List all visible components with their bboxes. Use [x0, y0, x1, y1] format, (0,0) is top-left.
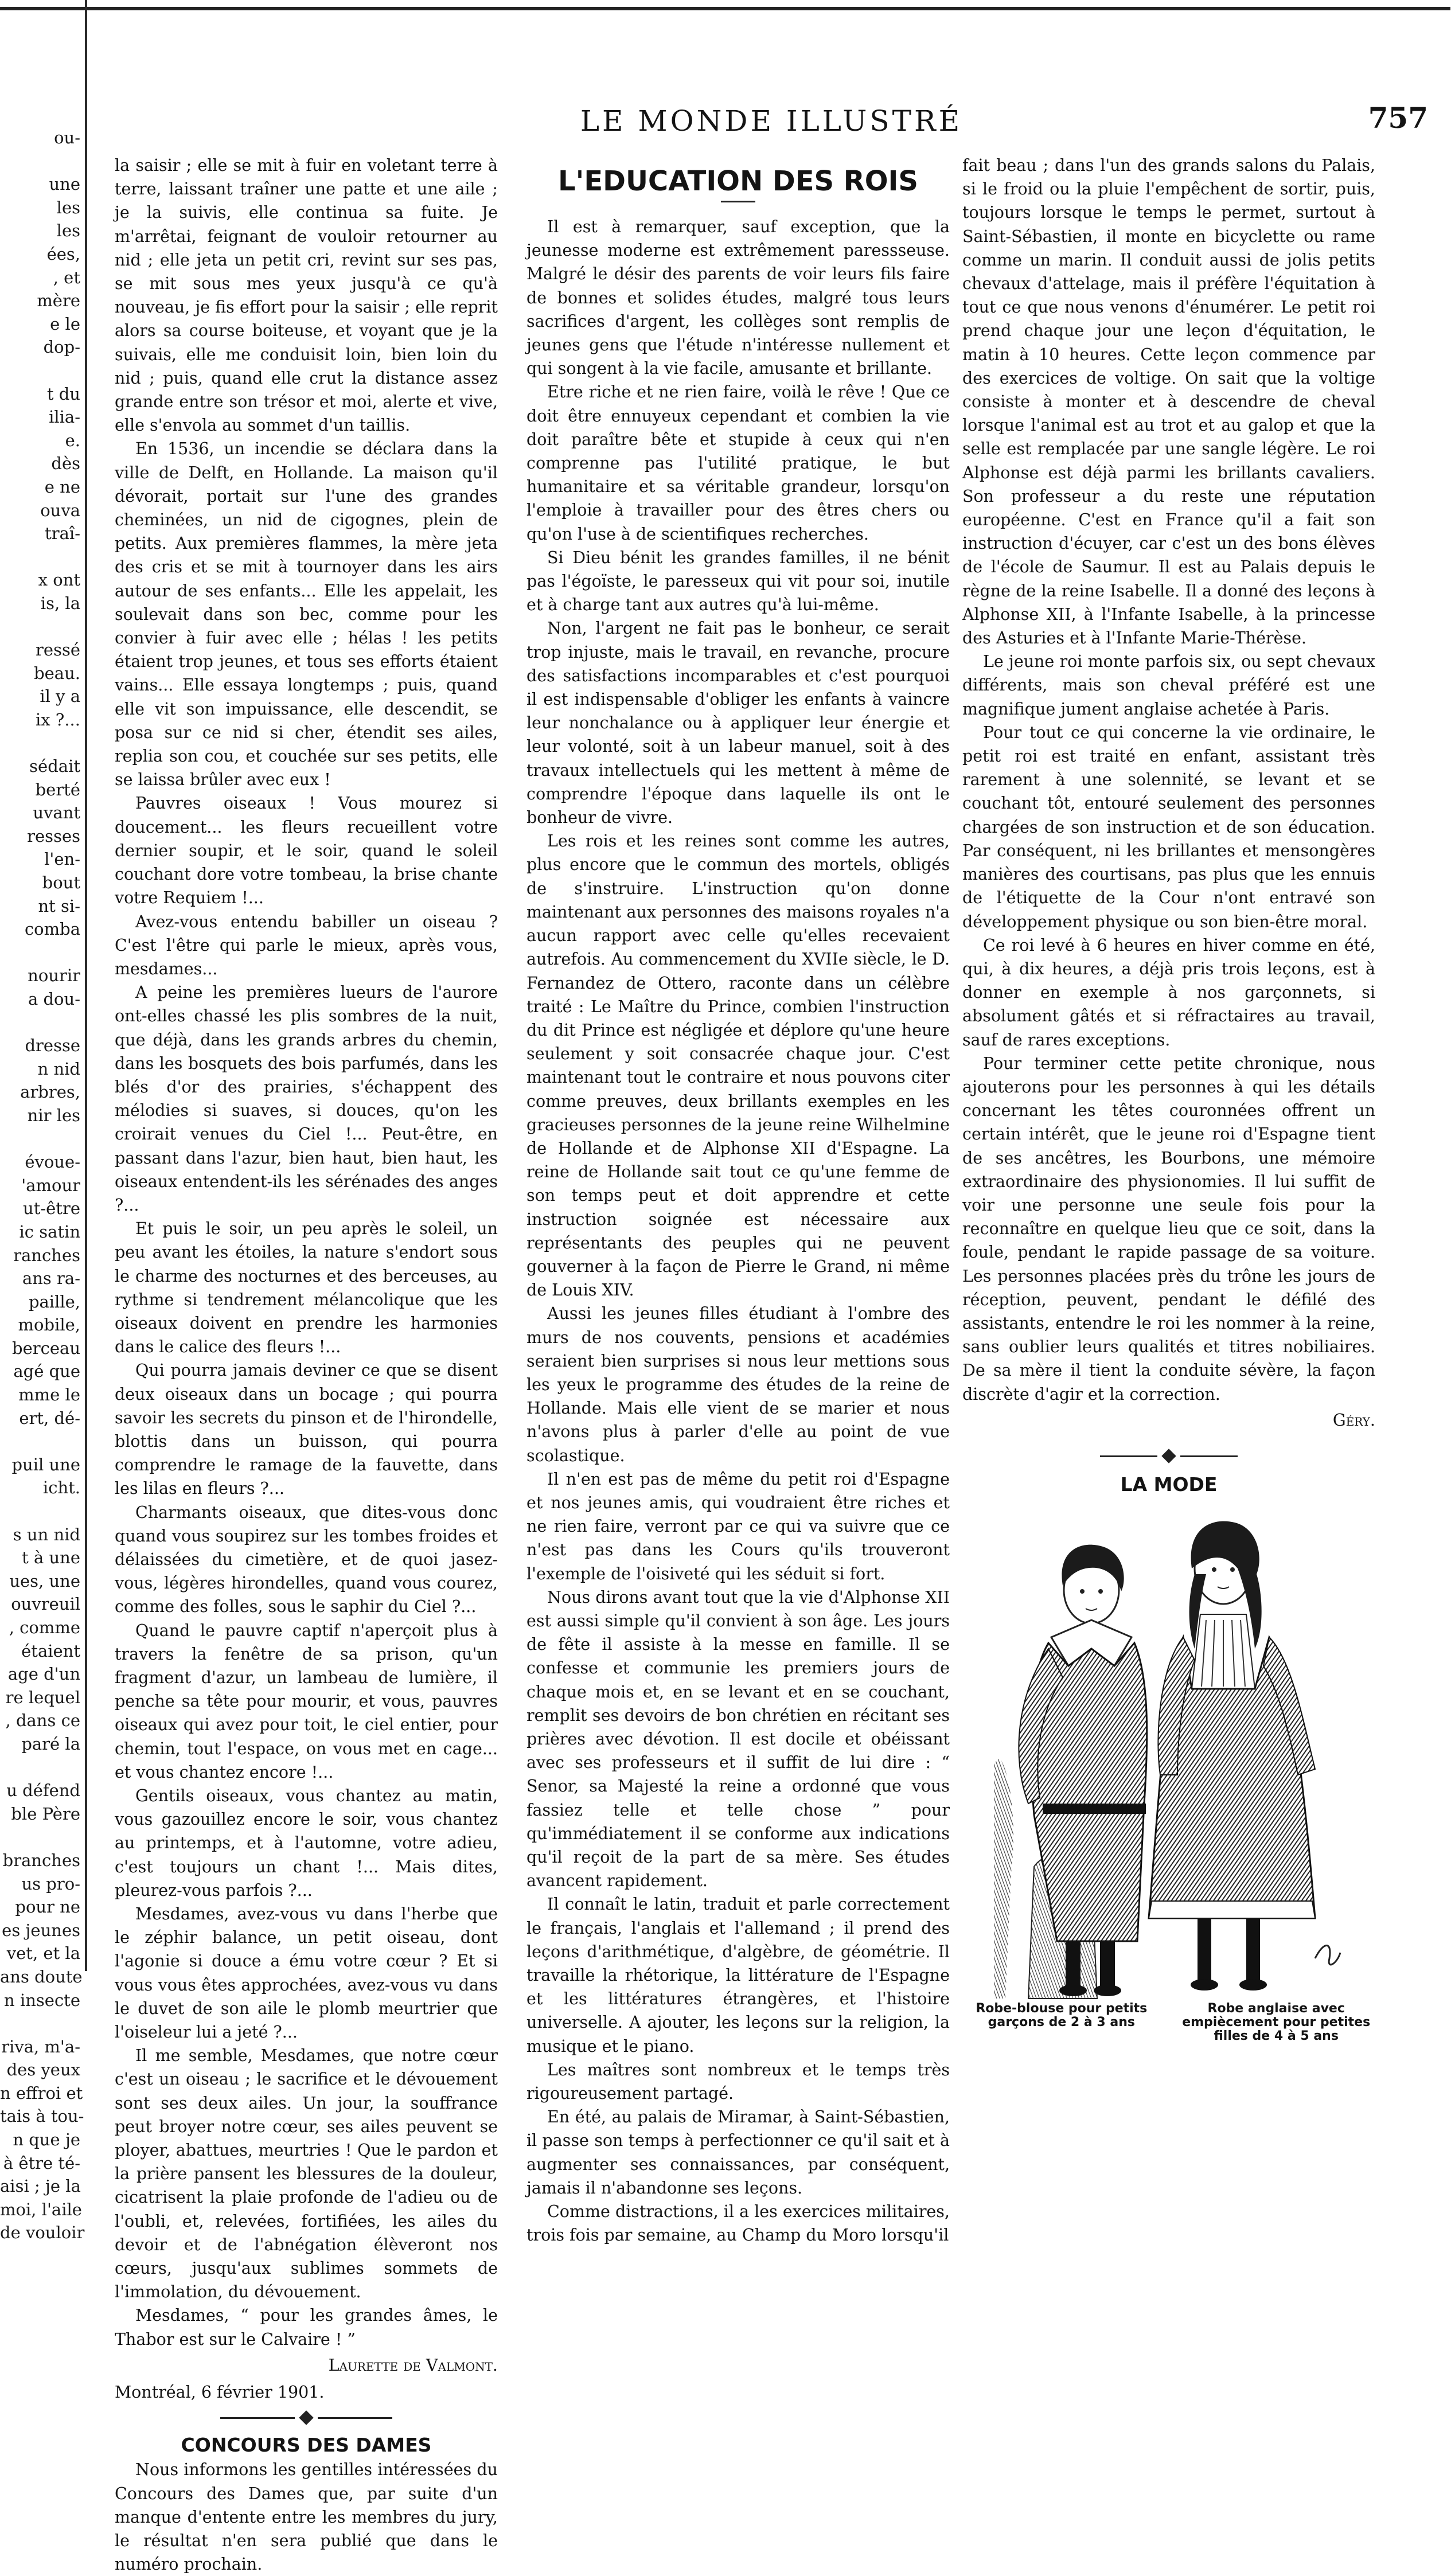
paragraph: Et puis le soir, un peu après le soleil, un peu avant les étoiles, la nature s'endort sous le charme des nocturnes et des berceuses, au rythme si tendrement mélancolique que les oiseaux doivent en prendre les harmonies dans le calice des fleurs !... — [115, 1219, 498, 1357]
fragment-line: ues, une — [9, 1571, 80, 1591]
author-signature-gery: Géry. — [1332, 1410, 1375, 1430]
fragment-line: n insecte — [4, 1990, 80, 2010]
fragment-line: , comme — [9, 1618, 80, 1637]
masthead: LE MONDE ILLUSTRÉ — [580, 104, 963, 138]
paragraph: Etre riche et ne rien faire, voilà le rêve ! Que ce doit être ennuyeux cependant et combien la vie doit paraître bête et stupide à ceux qui n'en comprenne pas l'utilité pratique, le but humanitaire et sa véritable grandeur, lorsqu'on l'emploie à travailler pour des êtres chers ou qu'on l'use à de scientifiques recherches. — [526, 383, 950, 544]
fragment-line: mme le — [18, 1385, 80, 1405]
fragment-line: nourir — [28, 966, 80, 986]
fragment-line: des yeux — [6, 2060, 80, 2080]
paragraph: En été, au palais de Miramar, à Saint-Sébastien, il passe son temps à perfectionner ce qu'il sait et à augmenter ses connaissances, par conséquent, jamais il n'abandonne ses leçons. — [526, 2107, 950, 2198]
paragraph: En 1536, un incendie se déclara dans la ville de Delft, en Hollande. La maison qu'il dévorait, portait sur l'une des grandes cheminées, un nid de cigognes, plein de petits. Aux premières flammes, la mère jeta des cris et se mit à tournoyer dans les airs autour de ses enfants... Elle les appelait, les soulevait dans son bec, comme pour les convier à fuir avec elle ; hélas ! les petits étaient trop jeunes, et tous ses efforts étaient vains... Elle essaya longtemps ; puis, quand elle vit son impuissance, elle descendit, se posa sur ce nid si cher, étendit ses ailes, replia son cou, et couchée sur ses petits, elle se laissa brûler avec eux ! — [115, 439, 498, 790]
fragment-line: moi, l'aile — [0, 2199, 82, 2219]
paragraph: Il connaît le latin, traduit et parle correctement le français, l'anglais et l'allemand ; il prend des leçons d'arithmétique, d'algèbre, de géométrie. Il travaille la rhétorique, la littérature de l'Espagne et les littératures étrangères, et l'histoire universelle. A ajouter, les leçons sur la religion, la musique et le piano. — [526, 1895, 950, 2056]
fragment-line: re lequel — [5, 1687, 80, 1707]
fragment-line: 'amour — [21, 1175, 80, 1195]
paragraph: Avez-vous entendu babiller un oiseau ? C'est l'être qui parle le mieux, après vous, mesdames... — [115, 912, 498, 978]
fragment-line: arbres, — [20, 1082, 80, 1102]
paragraph: Il me semble, Mesdames, que notre cœur c'est un oiseau ; le sacrifice et le dévouement sont ses deux ailes. Un jour, la souffrance peut broyer notre cœur, ses ailes peuvent se ployer, abattues, meurtries ! Que le pardon et la prière pansent les blessures de la douleur, cicatrisent la plaie profonde de l'adieu ou de l'oubli, et, relevées, fortifiées, les ailes du devoir et de l'abnégation élèveront nos cœurs, jusqu'aux sublimes sommets de l'immolation, du dévouement. — [115, 2046, 498, 2302]
fragment-line — [0, 150, 80, 173]
paragraph: Mesdames, “ pour les grandes âmes, le Thabor est sur le Calvaire ! ” — [115, 2306, 498, 2349]
fragment-line: paré la — [21, 1734, 80, 1754]
fragment-line: l'en- — [44, 849, 80, 869]
paragraph: Les maîtres sont nombreux et le temps très rigoureusement partagé. — [526, 2060, 950, 2103]
fragment-line: , dans ce — [5, 1711, 80, 1731]
fragment-line: dop- — [43, 337, 80, 357]
fragment-line: traî- — [45, 524, 80, 544]
fragment-line — [0, 2012, 80, 2035]
fragment-line: t du — [46, 384, 80, 404]
fragment-line: berté — [35, 779, 80, 799]
fragment-line — [0, 1011, 80, 1035]
paragraph: la saisir ; elle se mit à fuir en voletant terre à terre, laissant traîner une patte et une aile ; je la suivis, elle continua sa fuite. Je m'arrêtai, feignant de vouloir retourner au nid ; elle jeta un petit cri, revint sur ses pas, se mit sous mes yeux jusqu'à ce qu'à nouveau, je fis effort pour la saisir ; elle reprit alors sa course boiteuse, et voyant que je la suivais, elle me conduisit loin, bien loin du nid ; puis, quand elle crut la distance assez grande entre son trésor et moi, alerte et vive, elle s'envola au sommet d'un taillis. — [115, 156, 498, 435]
paragraph: Pour terminer cette petite chronique, nous ajouterons pour les personnes à qui les détails concernant les têtes couronnées offrent un certain intérêt, que le jeune roi d'Espagne tient de ses ancêtres, les Bourbons, une mémoire extraordinaire des physionomies. Il lui suffit de voir une personne une seule fois pour la reconnaître en quelque lieu que ce soit, dans la foule, pendant le rapide passage de sa voiture. Les personnes placées près du trône les jours de réception, peuvent, pendant le défilé des assistants, entendre le roi les nommer à la reine, sans oublier leurs qualités et titres nobiliaires. De sa mère il tient la conduite sévère, la façon discrète d'agir et la correction. — [962, 1053, 1375, 1404]
page-header — [92, 101, 1451, 156]
column-1 — [115, 154, 498, 2576]
fragment-line: une — [49, 174, 80, 194]
column-3 — [962, 154, 1375, 2043]
fragment-line: ouva — [40, 500, 80, 520]
fragment-line: us pro- — [21, 1874, 80, 1894]
fragment-line: dès — [51, 454, 80, 474]
fragment-line: de vouloir — [0, 2223, 85, 2243]
paragraph: Quand le pauvre captif n'aperçoit plus à travers la fenêtre de sa prison, qu'un fragment d'azur, un lambeau de lumière, il penche sa tête pour mourir, et vous, pauvres oiseaux qui avez pour toit, le ciel entier, pour chemin, tout l'espace, on vous met en cage... et vous chantez encore !... — [115, 1621, 498, 1782]
fragment-line — [0, 545, 80, 569]
fragment-line: sédait — [29, 756, 80, 776]
fragment-line: il y a — [40, 686, 80, 707]
fragment-line: a dou- — [28, 989, 80, 1009]
fashion-engraving — [994, 1505, 1344, 1999]
fragment-line: e ne — [44, 477, 80, 497]
paragraph: Il n'en est pas de même du petit roi d'Espagne et nos jeunes amis, qui voudraient être riches et ne rien faire, verront par ce qui va suivre que ce n'est pas dans les Cours qu'ils trouveront l'exemple de l'oisiveté qui les séduit si fort. — [526, 1469, 950, 1583]
fragment-line: t à une — [22, 1548, 80, 1568]
fragment-line: ées, — [46, 244, 80, 264]
fragment-line: beau. — [34, 663, 80, 683]
fragment-line: ert, dé- — [19, 1408, 80, 1428]
fragment-line: aisi ; je la — [0, 2176, 81, 2196]
fragment-line: bout — [42, 873, 80, 892]
fragment-line: paille, — [28, 1291, 80, 1312]
paragraph: Il est à remarquer, sauf exception, que la jeunesse moderne est extrêmement paressseuse. Malgré le désir des parents de voir leurs fils faire de bonnes et solides études, malgré tous leurs sacrifices d'argent, les collèges sont remplis de jeunes gens que l'étude n'intéresse nullement et qui songent à la vie facile, amusante et brillante. — [526, 217, 950, 378]
fashion-illustration — [994, 1505, 1344, 1999]
mode-title: LA MODE — [1120, 1473, 1218, 1496]
fragment-line: étaient — [21, 1641, 80, 1661]
fragment-line: age d'un — [7, 1664, 80, 1684]
fragment-line: nir les — [27, 1105, 80, 1125]
fragment-line — [0, 1756, 80, 1779]
fragment-line — [0, 615, 80, 638]
fragment-line: ouvreuil — [11, 1594, 80, 1614]
education-article-body — [526, 215, 950, 2247]
fragment-line: nt si- — [38, 896, 80, 916]
fragment-line: ranches — [13, 1245, 80, 1265]
education-title: L'EDUCATION DES ROIS — [558, 165, 918, 197]
fragment-line — [0, 359, 80, 383]
fragment-line: ans ra- — [22, 1269, 80, 1289]
fragment-line: riva, m'a- — [1, 2036, 80, 2056]
fragment-line: es jeunes — [2, 1920, 80, 1940]
paragraph: A peine les premières lueurs de l'aurore ont-elles chassé les plis sombres de la nuit, que déjà, dans les grands arbres du chemin, dans les bosquets des bois parfumés, dans les blés d'or des prairies, s'échappent des mélodies si suaves, si douces, qu'on les croirait venues du Ciel !... Peut-être, en passant dans l'azur, bien haut, bien haut, les oiseaux entendent-ils les sérénades des anges ?... — [115, 983, 498, 1215]
paragraph: Pour tout ce qui concerne la vie ordinaire, le petit roi est traité en enfant, assistant très rarement à une solennité, se levant et se couchant tôt, entouré seulement des personnes chargées de son instruction et de son éducation. Par conséquent, ni les brillantes et mensongères manières des courtisans, pas plus que les ennuis de l'étiquette de la Cour n'ont entravé son développement physique ou son bien-être moral. — [962, 723, 1375, 931]
fashion-captions — [962, 2002, 1375, 2043]
column-2 — [526, 163, 950, 2247]
paragraph: Nous dirons avant tout que la vie d'Alphonse XII est aussi simple qu'il convient à son âge. Les jours de fête il assiste à la messe en famille. Il se confesse et communie les premiers jours de chaque mois et, en se levant et en se couchant, remplit ses devoirs de bon chrétien en récitant ses prières avec dévotion. Il est docile et obéissant avec ses professeurs et il suffit de lui dire : “ Senor, sa Majesté la reine a ordonné que vous fassiez telle et telle chose ” pour qu'immédiatement il se conforme aux indications qu'il reçoit de la part de sa mère. Ses études avancent rapidement. — [526, 1587, 950, 1891]
previous-page-text-fragments — [0, 126, 85, 2245]
fragment-line: e. — [65, 430, 80, 450]
fragment-line: n nid — [37, 1059, 80, 1079]
fragment-line: is, la — [40, 593, 80, 613]
fragment-line: n que je — [13, 2130, 80, 2150]
fragment-line: uvant — [33, 803, 80, 823]
paragraph: Non, l'argent ne fait pas le bonheur, ce serait trop injuste, mais le travail, en revanche, procure des satisfactions incomparables et c'est pourquoi il est indispensable d'obliger les enfants à vaincre leur nonchalance ou à appliquer leur énergie et leur volonté, soit à un labeur manuel, soit à des travaux intellectuels qui les mettent à même de comprendre l'époque dans laquelle ils ont le bonheur de vivre. — [526, 619, 950, 828]
fragment-line: évoue- — [25, 1152, 80, 1172]
fragment-line: x ont — [38, 570, 80, 590]
fragment-line: les — [56, 197, 80, 217]
caption-right: Robe anglaise avec empiècement pour petites filles de 4 à 5 ans — [1182, 2001, 1371, 2043]
fragment-line: e le — [50, 314, 80, 334]
paragraph: Ce roi levé à 6 heures en hiver comme en été, qui, à dix heures, a déjà pris trois leçons, est à donner en exemple à nos garçonnets, si absolument gâtés et si réfractaires au travail, sauf de rares exceptions. — [962, 935, 1375, 1049]
concours-text: Nous informons les gentilles intéressées du Concours des Dames que, par suite d'un manque d'entente entre les membres du jury, le résultat n'en sera publié que dans le numéro prochain. — [115, 2460, 498, 2574]
gutter-rule — [85, 0, 87, 1971]
paragraph: Les rois et les reines sont comme les autres, plus encore que le commun des mortels, obligés de s'instruire. L'instruction qu'on donne maintenant aux personnes des maisons royales n'a aucun rapport avec celle qu'elles recevaient autrefois. Au commencement du XVIIe siècle, le D. Fernandez de Ottero, raconte dans un célèbre traité : Le Maître du Prince, combien l'instruction du dit Prince est négligée et déplore qu'une heure seulement y soit consacrée chaque jour. C'est maintenant tout le contraire et nous pouvons citer comme preuves, deux brillants exemples en les gracieuses personnes de la jeune reine Wilhelmine de Hollande et de Alphonse XII d'Espagne. La reine de Hollande sait tout ce qu'une femme de son temps peut et doit apprendre et cette instruction soignée est nécessaire aux représentants des peuples qui ne peuvent gouverner à la façon de Pierre le Grand, ni même de Louis XIV. — [526, 832, 950, 1300]
fragment-line: u défend — [6, 1781, 80, 1801]
fragment-line: n effroi et — [0, 2083, 83, 2103]
fragment-line: ressé — [36, 640, 80, 660]
girl-figure — [1149, 1521, 1315, 1990]
paragraph: Mesdames, avez-vous vu dans l'herbe que le zéphir balance, un petit oiseau, dont l'agonie si douce a ému votre cœur ? Et si vous vous êtes approchées, avez-vous vu dans le duvet de son aile le plomb meurtrier que l'oiseleur lui a jeté ?... — [115, 1904, 498, 2042]
page-number: 757 — [1368, 101, 1428, 135]
paragraph: Pauvres oiseaux ! Vous mourez si doucement... les fleurs recueillent votre dernier soupir, et le soir, quand le soleil couchant dore votre tombeau, la brise chante votre Requiem !... — [115, 794, 498, 908]
paragraph: Charmants oiseaux, que dites-vous donc quand vous soupirez sur les tombes froides et délaissées du cimetière, et de quoi jasez-vous, légères hirondelles, quand vous courez, comme des folles, sous le saphir du Ciel ?... — [115, 1502, 498, 1617]
fragment-line: les — [56, 221, 80, 241]
fragment-line: mère — [37, 291, 80, 311]
concours-title: CONCOURS DES DAMES — [181, 2434, 432, 2457]
paragraph: Comme distractions, il a les exercices militaires, trois fois par semaine, au Champ du Moro lorsqu'il — [526, 2202, 950, 2245]
fragment-line: ilia- — [49, 407, 80, 427]
fragment-line: comba — [24, 919, 80, 939]
fragment-line — [0, 941, 80, 965]
paragraph: Le jeune roi monte parfois six, ou sept chevaux différents, mais son cheval préféré est une magnifique jument anglaise achetée à Paris. — [962, 652, 1375, 719]
fragment-line: , et — [53, 267, 80, 287]
fragment-line: ix ?... — [35, 709, 80, 729]
fragment-line — [0, 1500, 80, 1523]
section-ornament — [220, 2410, 392, 2427]
fragment-line: agé que — [13, 1361, 80, 1381]
mode-ornament — [1100, 1448, 1238, 1465]
poem-article-body — [115, 154, 498, 2351]
fragment-line — [0, 731, 80, 755]
fragment-line: à être té- — [3, 2153, 80, 2173]
fragment-line: s un nid — [13, 1524, 80, 1544]
fragment-line: puil une — [11, 1454, 80, 1474]
fragment-line: berceau — [12, 1338, 80, 1358]
top-border-rule — [0, 7, 1450, 10]
paragraph: Aussi les jeunes filles étudiant à l'ombre des murs de nos couvents, pensions et académies seraient bien surprises si nous leur mettions sous les yeux le programme des études de la reine de Hollande. Mais elle vient de se marier et nous n'avons plus à parler d'elle au point de vue scolastique. — [526, 1304, 950, 1465]
fragment-line: ic satin — [19, 1221, 80, 1242]
fragment-line: resses — [27, 826, 80, 846]
author-signature: Laurette de Valmont. — [328, 2355, 498, 2375]
paragraph: fait beau ; dans l'un des grands salons du Palais, si le froid ou la pluie l'empêchent de sortir, puis, toujours lorsque le temps le permet, surtout à Saint-Sébastien, il monte en bicyclette ou rame comme un marin. Il conduit aussi de jolis petits chevaux d'attelage, mais il préfère l'équitation à tout ce que nous venons d'énumérer. Le petit roi prend chaque jour une leçon d'équitation, le matin à 10 heures. Cette leçon commence par des exercices de voltige. On sait que la voltige consiste à monter et à descendre de cheval lorsque l'animal est au trot et au galop et que la selle est remplacée par une sangle légère. Le roi Alphonse est déjà parmi les brillants cavaliers. Son professeur a du reste une réputation européenne. C'est en France qu'il a fait son instruction d'écuyer, car c'est un des bons élèves de l'école de Saumur. Il est au Palais depuis le règne de la reine Isabelle. Il a donné des leçons à Alphonse XII, à l'Infante Isabelle, à la princesse des Asturies et à l'Infante Marie-Thérèse. — [962, 156, 1375, 648]
caption-left: Robe-blouse pour petits garçons de 2 à 3 ans — [976, 2001, 1148, 2029]
fragment-line: ble Père — [11, 1804, 80, 1824]
fragment-line: tais à tou- — [0, 2106, 84, 2126]
paragraph: Qui pourra jamais deviner ce que se disent deux oiseaux dans un bocage ; qui pourra savoir les secrets du pinson et de l'hirondelle, blottis dans un buisson, qui pourra comprendre le ramage de la fauvette, dans les lilas en fleurs ?... — [115, 1361, 498, 1498]
fragment-line: icht. — [42, 1478, 80, 1498]
fragment-line: branches — [2, 1850, 80, 1870]
paragraph: Gentils oiseaux, vous chantez au matin, vous gazouillez encore le soir, vous chantez au printemps, et à l'automne, votre adieu, c'est toujours un chant !... Mais dites, pleurez-vous parfois ?... — [115, 1786, 498, 1900]
fragment-line — [0, 1430, 80, 1453]
fragment-line — [0, 1127, 80, 1151]
fragment-line — [0, 1825, 80, 1849]
fragment-line: dresse — [25, 1036, 80, 1056]
fragment-line: ou- — [54, 128, 80, 147]
fragment-line: vet, et la — [6, 1943, 80, 1964]
title-rule — [721, 201, 755, 202]
fragment-line: ans doute — [0, 1966, 83, 1986]
dateline: Montréal, 6 février 1901. — [115, 2383, 325, 2402]
education-article-continued — [962, 154, 1375, 1406]
fragment-line: mobile, — [18, 1315, 80, 1335]
fragment-line: ut-être — [23, 1199, 80, 1219]
fragment-line: pour ne — [15, 1897, 80, 1917]
paragraph: Si Dieu bénit les grandes familles, il ne bénit pas l'égoïste, le paresseux qui vit pour soi, inutile et à charge tant aux autres qu'à lui-même. — [526, 548, 950, 615]
